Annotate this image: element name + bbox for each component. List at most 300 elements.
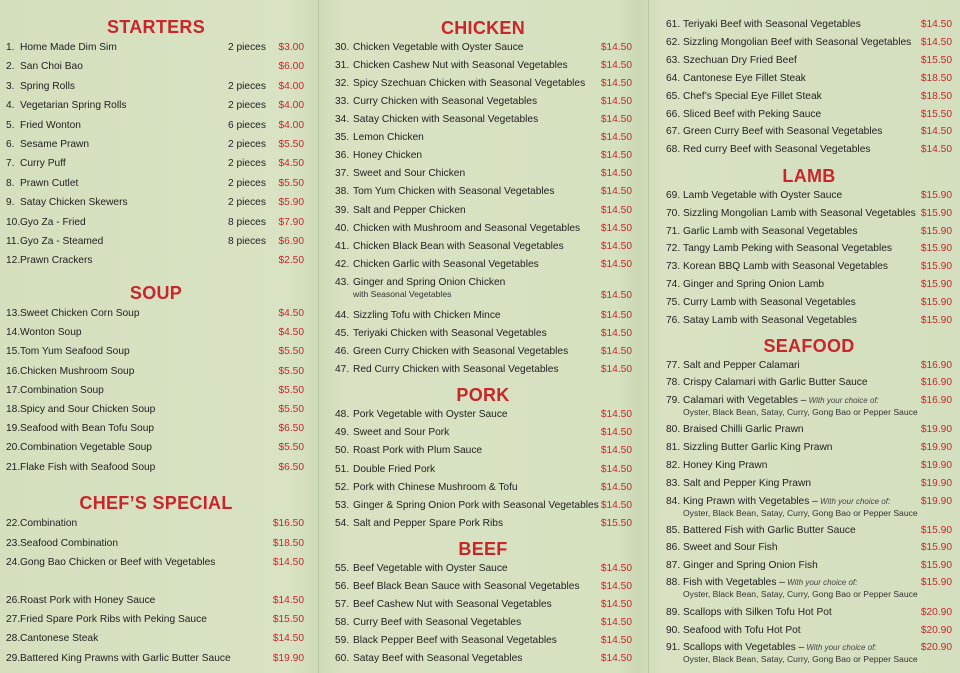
item-price: $14.50 [600, 259, 632, 270]
item-name-wrap [683, 496, 890, 507]
item-name: Tom Yum Chicken with Seasonal Vegetables [353, 186, 555, 197]
item-number: 60. [335, 653, 350, 664]
item-price: $20.90 [920, 607, 952, 618]
item-number: 30. [335, 42, 350, 53]
item-number: 29. [6, 653, 21, 664]
item-name: Pork Vegetable with Oyster Sauce [353, 409, 508, 420]
item-name: Satay Chicken Skewers [20, 197, 128, 209]
item-name: Salt and Pepper King Prawn [683, 478, 811, 489]
item-number: 24. [6, 557, 21, 568]
item-name: Gyo Za - Steamed [20, 236, 104, 247]
item-price: $5.90 [278, 197, 304, 209]
item-number: 31. [335, 60, 350, 71]
fold-line-right [648, 0, 649, 673]
item-name: Gyo Za - Fried [20, 216, 86, 228]
item-name: Sweet Chicken Corn Soup [20, 308, 140, 319]
item-name: Curry Chicken with Seasonal Vegetables [353, 96, 538, 107]
item-price: $14.50 [920, 19, 952, 30]
item-name: Spicy Szechuan Chicken with Seasonal Vegetables [353, 78, 586, 89]
item-name: Chicken Mushroom Soup [20, 365, 135, 377]
item-name: Braised Chilli Garlic Prawn [683, 424, 804, 435]
item-number: 76. [666, 314, 681, 326]
item-name: Spicy and Sour Chicken Soup [20, 404, 156, 415]
item-name: Calamari with Vegetables – [683, 395, 807, 406]
item-price: $5.50 [278, 346, 304, 358]
item-name: Beef Cashew Nut with Seasonal Vegetables [353, 599, 552, 610]
item-name: Ginger and Spring Onion Lamb [683, 279, 825, 290]
item-subtext: Oyster, Black Bean, Satay, Curry, Gong Bao or Pepper Sauce [683, 508, 918, 518]
item-number: 15. [6, 346, 21, 358]
item-name: Crispy Calamari with Garlic Butter Sauce [683, 377, 868, 388]
item-number: 83. [666, 478, 681, 489]
item-price: $6.00 [278, 61, 304, 73]
item-number: 86. [666, 542, 681, 553]
item-name: Garlic Lamb with Seasonal Vegetables [683, 225, 858, 237]
item-name: Tom Yum Seafood Soup [20, 346, 130, 358]
item-number: 49. [335, 427, 350, 439]
item-number: 54. [335, 518, 350, 530]
item-number: 26. [6, 595, 21, 606]
item-quantity: 2 pieces [228, 42, 266, 53]
item-name: Salt and Pepper Chicken [353, 205, 466, 216]
item-number: 11. [6, 236, 20, 247]
item-name: Battered Fish with Garlic Butter Sauce [683, 525, 856, 536]
item-number: 67. [666, 126, 681, 138]
fold-line-left [318, 0, 319, 673]
item-number: 10. [6, 216, 21, 228]
item-price: $14.50 [600, 186, 632, 197]
section-title-starters: STARTERS [106, 17, 206, 37]
item-number: 16. [6, 365, 21, 377]
item-name: Korean BBQ Lamb with Seasonal Vegetables [683, 261, 889, 273]
section-title-soup: SOUP [129, 283, 183, 303]
item-choice-note: With your choice of: [784, 578, 858, 587]
item-number: 21. [6, 461, 21, 473]
item-price: $15.90 [920, 314, 952, 326]
item-price: $19.90 [920, 496, 952, 507]
item-price: $14.50 [600, 132, 632, 143]
item-name: Satay Beef with Seasonal Vegetables [353, 653, 523, 664]
item-name: Pork with Chinese Mushroom & Tofu [353, 481, 518, 493]
item-price: $4.00 [278, 119, 304, 131]
item-name: Sizzling Mongolian Lamb with Seasonal Vegetables [683, 207, 916, 219]
item-price: $14.50 [600, 223, 632, 234]
item-name: Scallops with Silken Tofu Hot Pot [683, 607, 832, 618]
menu-column-middle [325, 0, 641, 673]
item-name: Cantonese Steak [20, 633, 99, 644]
item-name: Sizzling Mongolian Beef with Seasonal Vegetables [683, 36, 912, 48]
item-price: $16.50 [272, 518, 304, 529]
item-name: Teriyaki Chicken with Seasonal Vegetables [353, 328, 547, 339]
item-name: Gong Bao Chicken or Beef with Vegetables [20, 557, 216, 568]
item-number: 61. [666, 19, 681, 30]
item-name: Sizzling Butter Garlic King Prawn [683, 442, 833, 453]
item-number: 88. [666, 577, 681, 588]
item-price: $14.50 [600, 445, 632, 457]
item-price: $14.50 [600, 563, 632, 574]
item-number: 62. [666, 36, 681, 48]
item-number: 43. [335, 277, 350, 288]
item-price: $14.50 [600, 617, 632, 628]
item-quantity: 8 pieces [228, 236, 266, 247]
item-price: $19.90 [920, 460, 952, 471]
item-name: Prawn Cutlet [20, 177, 79, 189]
item-number: 84. [666, 496, 681, 507]
item-number: 4. [6, 100, 15, 112]
item-name: Ginger and Spring Onion Fish [683, 560, 818, 571]
item-name: Combination Soup [20, 384, 104, 396]
item-choice-note: With your choice of: [817, 497, 891, 506]
item-price: $4.50 [278, 327, 304, 339]
item-number: 38. [335, 186, 350, 197]
item-number: 33. [335, 96, 350, 107]
item-number: 45. [335, 328, 350, 339]
item-number: 72. [666, 243, 681, 255]
item-quantity: 2 pieces [228, 158, 266, 170]
item-price: $14.50 [600, 290, 632, 301]
item-name: Curry Puff [20, 158, 66, 170]
item-name: Honey Chicken [353, 150, 423, 161]
item-number: 5. [6, 119, 15, 131]
item-number: 20. [6, 442, 21, 454]
item-number: 65. [666, 90, 681, 102]
item-price: $7.90 [278, 216, 304, 228]
item-price: $5.50 [278, 365, 304, 377]
item-number: 27. [6, 614, 21, 625]
item-price: $15.90 [920, 525, 952, 536]
item-price: $15.90 [920, 261, 952, 273]
item-price: $14.50 [272, 595, 304, 606]
item-price: $15.90 [920, 560, 952, 571]
item-name: Chef’s Special Eye Fillet Steak [683, 90, 822, 102]
item-number: 51. [335, 463, 350, 475]
item-name: Battered King Prawns with Garlic Butter Sauce [20, 653, 231, 664]
item-name: Sweet and Sour Pork [353, 427, 450, 439]
item-number: 89. [666, 607, 681, 618]
item-number: 64. [666, 72, 681, 84]
item-price: $5.50 [278, 177, 304, 189]
item-quantity: 6 pieces [228, 119, 266, 131]
item-price: $14.50 [600, 78, 632, 89]
item-price: $14.50 [600, 310, 632, 321]
item-number: 2. [6, 61, 15, 73]
item-quantity: 2 pieces [228, 100, 266, 112]
item-price: $14.50 [600, 114, 632, 125]
item-number: 85. [666, 525, 681, 536]
item-price: $6.90 [278, 236, 304, 247]
item-name: Szechuan Dry Fried Beef [683, 54, 797, 66]
item-price: $14.50 [600, 205, 632, 216]
item-name: Curry Lamb with Seasonal Vegetables [683, 296, 856, 308]
item-price: $14.50 [600, 427, 632, 439]
item-price: $14.50 [600, 364, 632, 375]
item-price: $14.50 [920, 126, 952, 138]
item-name: Ginger and Spring Onion Chicken [353, 277, 506, 288]
item-price: $15.90 [920, 296, 952, 308]
item-name: Black Pepper Beef with Seasonal Vegetables [353, 635, 557, 646]
item-price: $14.50 [600, 653, 632, 664]
item-number: 40. [335, 223, 350, 234]
item-name: Honey King Prawn [683, 460, 768, 471]
item-number: 13. [6, 308, 21, 319]
item-number: 32. [335, 78, 350, 89]
item-price: $15.90 [920, 577, 952, 588]
item-number: 74. [666, 279, 681, 290]
section-title-beef: BEEF [458, 539, 508, 559]
item-number: 14. [6, 327, 21, 339]
item-subtext: Oyster, Black Bean, Satay, Curry, Gong Bao or Pepper Sauce [683, 407, 918, 417]
item-name: Chicken Cashew Nut with Seasonal Vegetables [353, 60, 568, 71]
item-name: King Prawn with Vegetables – [683, 496, 818, 507]
item-price: $19.90 [920, 424, 952, 435]
item-name: Fried Spare Pork Ribs with Peking Sauce [20, 614, 207, 625]
item-number: 9. [6, 197, 15, 209]
item-name: Sweet and Sour Chicken [353, 168, 466, 179]
item-name: Red Curry Chicken with Seasonal Vegetables [353, 364, 559, 375]
item-price: $4.50 [278, 158, 304, 170]
item-name: San Choi Bao [20, 61, 83, 73]
item-number: 75. [666, 296, 681, 308]
item-price: $14.50 [600, 463, 632, 475]
item-number: 78. [666, 377, 681, 388]
item-number: 46. [335, 346, 350, 357]
item-name: Satay Chicken with Seasonal Vegetables [353, 114, 539, 125]
item-price: $14.50 [600, 599, 632, 610]
item-number: 50. [335, 445, 350, 457]
item-price: $15.90 [920, 542, 952, 553]
item-name: Beef Black Bean Sauce with Seasonal Vegetables [353, 581, 580, 592]
item-price: $14.50 [600, 635, 632, 646]
item-choice-note: With your choice of: [806, 396, 879, 405]
item-price: $14.50 [600, 150, 632, 161]
item-price: $5.50 [278, 384, 304, 396]
item-name: Teriyaki Beef with Seasonal Vegetables [683, 19, 861, 30]
item-number: 28. [6, 633, 21, 644]
item-number: 44. [335, 310, 350, 321]
item-subtext: Oyster, Black Bean, Satay, Curry, Gong Bao or Pepper Sauce [683, 589, 918, 599]
item-price: $14.50 [600, 481, 632, 493]
item-name: Seafood Combination [20, 538, 118, 549]
menu-column-right [658, 0, 960, 673]
item-number: 1. [6, 42, 15, 53]
item-number: 55. [335, 563, 350, 574]
item-name: Vegetarian Spring Rolls [20, 100, 127, 112]
item-name: Green Curry Beef with Seasonal Vegetables [683, 126, 883, 138]
item-price: $19.90 [272, 653, 304, 664]
item-price: $15.90 [920, 190, 952, 201]
item-number: 36. [335, 150, 350, 161]
item-price: $14.50 [600, 500, 632, 511]
section-title-chicken: CHICKEN [440, 18, 526, 38]
item-number: 71. [666, 225, 681, 237]
item-number: 58. [335, 617, 350, 628]
item-name: Tangy Lamb Peking with Seasonal Vegetables [683, 243, 892, 255]
item-name: Prawn Crackers [20, 255, 93, 267]
item-number: 90. [666, 625, 681, 636]
item-price: $15.50 [272, 614, 304, 625]
item-price: $6.50 [278, 461, 304, 473]
item-name: Double Fried Pork [353, 463, 436, 475]
item-number: 7. [6, 158, 15, 170]
item-number: 63. [666, 54, 681, 66]
item-number: 56. [335, 581, 350, 592]
item-number: 53. [335, 500, 350, 511]
item-name: Combination [20, 518, 78, 529]
item-price: $4.50 [278, 308, 304, 319]
item-name: Seafood with Bean Tofu Soup [20, 423, 155, 435]
item-number: 47. [335, 364, 350, 375]
item-name: Chicken Vegetable with Oyster Sauce [353, 42, 524, 53]
item-price: $16.90 [920, 395, 952, 406]
item-number: 34. [335, 114, 350, 125]
item-name: Sizzling Tofu with Chicken Mince [353, 310, 501, 321]
item-price: $14.50 [600, 346, 632, 357]
item-number: 70. [666, 207, 681, 219]
item-number: 57. [335, 599, 350, 610]
item-price: $19.90 [920, 442, 952, 453]
item-name: Sweet and Sour Fish [683, 542, 778, 553]
item-name-wrap [683, 642, 877, 653]
item-number: 77. [666, 360, 681, 371]
item-name: Curry Beef with Seasonal Vegetables [353, 617, 522, 628]
item-name: Chicken with Mushroom and Seasonal Vegetables [353, 223, 581, 234]
item-name: Ginger & Spring Onion Pork with Seasonal Vegetables [353, 500, 599, 511]
item-price: $14.50 [600, 42, 632, 53]
item-price: $16.90 [920, 360, 952, 371]
section-title-seafood: SEAFOOD [763, 336, 855, 356]
menu-column-left [0, 0, 312, 673]
item-price: $15.90 [920, 243, 952, 255]
item-number: 35. [335, 132, 350, 143]
item-name: Spring Rolls [20, 80, 75, 92]
item-price: $14.50 [600, 328, 632, 339]
item-number: 73. [666, 261, 681, 273]
item-number: 80. [666, 424, 681, 435]
item-price: $5.50 [278, 404, 304, 415]
item-name: Roast Pork with Honey Sauce [20, 595, 156, 606]
item-number: 19. [6, 423, 21, 435]
item-choice-note: With your choice of: [804, 643, 877, 652]
item-price: $14.50 [920, 144, 952, 156]
section-title-pork: PORK [456, 385, 510, 405]
item-number: 66. [666, 108, 681, 120]
item-number: 59. [335, 635, 350, 646]
item-name: Lamb Vegetable with Oyster Sauce [683, 190, 843, 201]
item-name: Sesame Prawn [20, 139, 90, 150]
item-number: 37. [335, 168, 350, 179]
item-price: $4.00 [278, 100, 304, 112]
item-price: $5.50 [278, 139, 304, 150]
item-price: $5.50 [278, 442, 304, 454]
item-number: 52. [335, 481, 350, 493]
item-subtext: Oyster, Black Bean, Satay, Curry, Gong Bao or Pepper Sauce [683, 654, 918, 664]
item-price: $14.50 [600, 168, 632, 179]
item-price: $14.50 [600, 96, 632, 107]
item-quantity: 2 pieces [228, 177, 266, 189]
item-price: $15.90 [920, 279, 952, 290]
item-price: $14.50 [600, 60, 632, 71]
item-price: $19.90 [920, 478, 952, 489]
item-number: 18. [6, 404, 21, 415]
item-price: $14.50 [272, 557, 304, 568]
item-number: 42. [335, 259, 350, 270]
item-price: $15.50 [920, 54, 952, 66]
item-price: $15.50 [920, 108, 952, 120]
item-number: 23. [6, 538, 21, 549]
item-name: Combination Vegetable Soup [20, 442, 152, 454]
item-number: 12. [6, 255, 21, 267]
item-price: $18.50 [920, 72, 952, 84]
item-price: $6.50 [278, 423, 304, 435]
item-number: 79. [666, 395, 681, 406]
item-subtext: with Seasonal Vegetables [353, 289, 452, 299]
item-price: $14.50 [600, 581, 632, 592]
item-quantity: 2 pieces [228, 139, 266, 150]
item-name: Chicken Black Bean with Seasonal Vegetables [353, 241, 564, 252]
item-number: 17. [6, 384, 21, 396]
item-name: Roast Pork with Plum Sauce [353, 445, 483, 457]
item-quantity: 8 pieces [228, 216, 266, 228]
item-name: Sliced Beef with Peking Sauce [683, 108, 822, 120]
item-name: Satay Lamb with Seasonal Vegetables [683, 314, 857, 326]
item-name: Fish with Vegetables – [683, 577, 785, 588]
item-name: Salt and Pepper Spare Pork Ribs [353, 518, 504, 530]
item-number: 87. [666, 560, 681, 571]
item-price: $2.50 [278, 255, 304, 267]
item-number: 3. [6, 80, 15, 92]
item-price: $14.50 [600, 409, 632, 420]
item-number: 39. [335, 205, 350, 216]
section-title-lamb: LAMB [782, 166, 836, 186]
item-name: Seafood with Tofu Hot Pot [683, 625, 801, 636]
item-price: $3.00 [278, 42, 304, 53]
item-price: $16.90 [920, 377, 952, 388]
item-name: Salt and Pepper Calamari [683, 360, 800, 371]
item-name-wrap [683, 577, 857, 588]
item-price: $18.50 [920, 90, 952, 102]
item-quantity: 2 pieces [228, 197, 266, 209]
item-name: Wonton Soup [20, 327, 82, 339]
item-price: $14.50 [272, 633, 304, 644]
item-number: 41. [335, 241, 350, 252]
item-price: $15.90 [920, 207, 952, 219]
item-number: 6. [6, 139, 15, 150]
item-name: Home Made Dim Sim [20, 42, 117, 53]
item-number: 81. [666, 442, 681, 453]
section-title-chefs-special: CHEF’S SPECIAL [79, 493, 233, 513]
item-number: 82. [666, 460, 681, 471]
item-quantity: 2 pieces [228, 80, 266, 92]
item-price: $20.90 [920, 642, 952, 653]
item-price: $15.90 [920, 225, 952, 237]
item-name: Lemon Chicken [353, 132, 424, 143]
item-number: 69. [666, 190, 681, 201]
item-name: Scallops with Vegetables – [683, 642, 805, 653]
item-number: 68. [666, 144, 681, 156]
item-number: 91. [666, 642, 681, 653]
item-price: $4.00 [278, 80, 304, 92]
item-price: $15.50 [600, 518, 632, 530]
item-name-wrap [683, 395, 879, 406]
item-name: Fried Wonton [20, 119, 81, 131]
item-name: Beef Vegetable with Oyster Sauce [353, 563, 508, 574]
item-price: $20.90 [920, 625, 952, 636]
item-price: $14.50 [920, 36, 952, 48]
item-number: 22. [6, 518, 21, 529]
item-number: 8. [6, 177, 15, 189]
item-name: Cantonese Eye Fillet Steak [683, 72, 806, 84]
item-name: Red curry Beef with Seasonal Vegetables [683, 144, 871, 156]
